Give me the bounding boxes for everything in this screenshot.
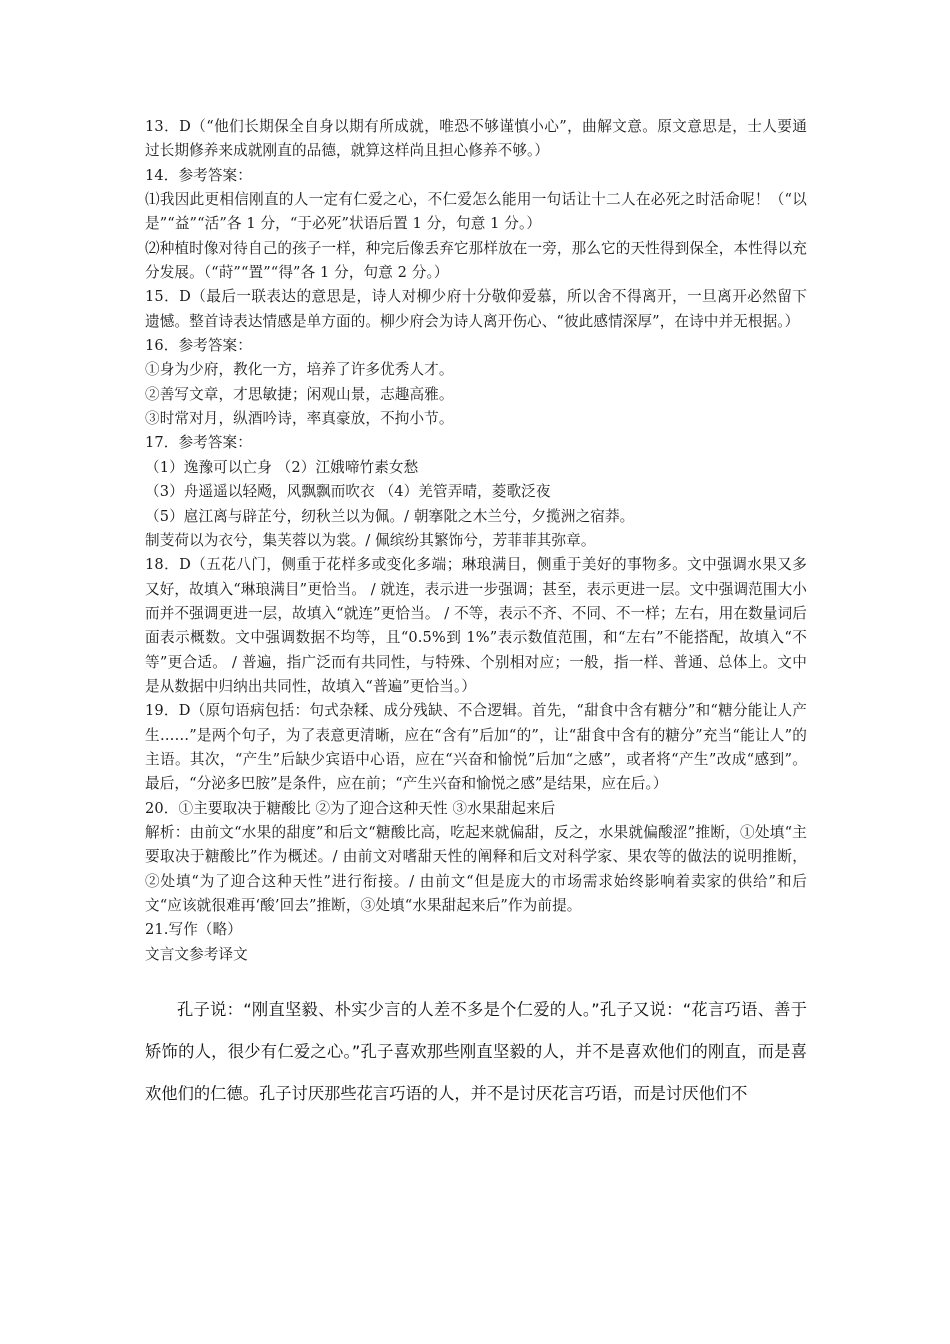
answer-17-line-2: （3）舟遥遥以轻飏，风飘飘而吹衣 （4）羌管弄晴，菱歌泛夜 [145, 483, 551, 501]
answer-17-line-4: 制芰荷以为衣兮，集芙蓉以为裳。/ 佩缤纷其繁饰兮，芳菲菲其弥章。 [145, 531, 596, 549]
answer-18: 18．D（五花八门，侧重于花样多或变化多端；琳琅满目，侧重于美好的事物多。文中强调水果又多又好，故填入“琳琅满目”更恰当。 / 就连，表示进一步强调；甚至，表示更进一层。文中强调范围大小而并不强调更进一层，故填入“就连”更恰当。 / 不等，表示不齐、不同、不一样；左右，用在数量词后面表示概数。文中强调数据不均等，且“0.5%到 1%”表示数值范围，和“左右”不能搭配，故填入“不等”更合适。 / 普遍，指广泛而有共同性，与特殊、个别相对应；一般，指一样、普通、总体上。文中是从数据中归纳出共同性，故填入“普遍”更恰当。） [145, 556, 807, 695]
answer-20: 20．①主要取决于糖酸比 ②为了迎合这种天性 ③水果甜起来后 [145, 799, 556, 817]
document-page [145, 115, 807, 1115]
translation-title: 文言文参考译文 [145, 945, 248, 963]
answer-13: 13．D（“他们长期保全自身以期有所成就，唯恐不够谨慎小心”，曲解文意。原文意思是，士人要通过长期修养来成就刚直的品德，就算这样尚且担心修养不够。） [145, 118, 807, 160]
answer-16-item-1: ①身为少府，教化一方，培养了许多优秀人才。 [145, 361, 454, 379]
answer-17-heading: 17．参考答案： [145, 434, 252, 452]
answer-15: 15．D（最后一联表达的意思是，诗人对柳少府十分敬仰爱慕，所以舍不得离开，一旦离开必然留下遗憾。整首诗表达情感是单方面的。柳少府会为诗人离开伤心、“彼此感情深厚”，在诗中并无根据。） [145, 288, 807, 330]
answer-16-item-2: ②善写文章，才思敏捷；闲观山景，志趣高雅。 [145, 385, 454, 403]
answer-17-line-1: （1）逸豫可以亡身 （2）江娥啼竹素女愁 [145, 458, 419, 476]
answer-17-line-3: （5）扈江离与辟芷兮，纫秋兰以为佩。/ 朝搴阰之木兰兮，夕揽洲之宿莽。 [145, 507, 635, 525]
answer-20-analysis: 解析：由前文“水果的甜度”和后文“糖酸比高，吃起来就偏甜，反之，水果就偏酸涩”推断，①处填“主要取决于糖酸比”作为概述。/ 由前文对嗜甜天性的阐释和后文对科学家、果农等的做法的说明推断，②处填“为了迎合这种天性”进行衔接。/ 由前文“但是庞大的市场需求始终影响着卖家的供给”和后文“应该就很难再‘酸’回去”推断，③处填“水果甜起来后”作为前提。 [145, 823, 807, 914]
answer-14-heading: 14．参考答案： [145, 166, 252, 184]
answer-14-item-1: ⑴我因此更相信刚直的人一定有仁爱之心，不仁爱怎么能用一句话让十二人在必死之时活命呢！（“以是”“益”“活”各 1 分，“于必死”状语后置 1 分，句意 1 分。） [145, 191, 807, 233]
answer-21: 21.写作（略） [145, 921, 242, 939]
answer-16-item-3: ③时常对月，纵酒吟诗，率真豪放，不拘小节。 [145, 410, 454, 428]
answer-14-item-2: ⑵种植时像对待自己的孩子一样，种完后像丢弃它那样放在一旁，那么它的天性得到保全，本性得以充分发展。（“莳”“置”“得”各 1 分，句意 2 分。） [145, 239, 807, 282]
translation-paragraph: 孔子说：“刚直坚毅、朴实少言的人差不多是个仁爱的人。”孔子又说：“花言巧语、善于矫饰的人，很少有仁爱之心。”孔子喜欢那些刚直坚毅的人，并不是喜欢他们的刚直，而是喜欢他们的仁德。孔子讨厌那些花言巧语的人，并不是讨厌花言巧语，而是讨厌他们不 [145, 1000, 807, 1104]
answer-key [145, 115, 807, 967]
answer-19: 19．D（原句语病包括：句式杂糅、成分残缺、不合逻辑。首先，“甜食中含有糖分”和“糖分能让人产生……”是两个句子，为了表意更清晰，应在“含有”后加“的”，让“甜食中含有的糖分”充当“能让人”的主语。其次，“产生”后缺少宾语中心语，应在“兴奋和愉悦”后加“之感”，或者将“产生”改成“感到”。最后，“分泌多巴胺”是条件，应在前；“产生兴奋和愉悦之感”是结果，应在后。） [145, 702, 807, 793]
answer-16-heading: 16．参考答案： [145, 337, 252, 355]
